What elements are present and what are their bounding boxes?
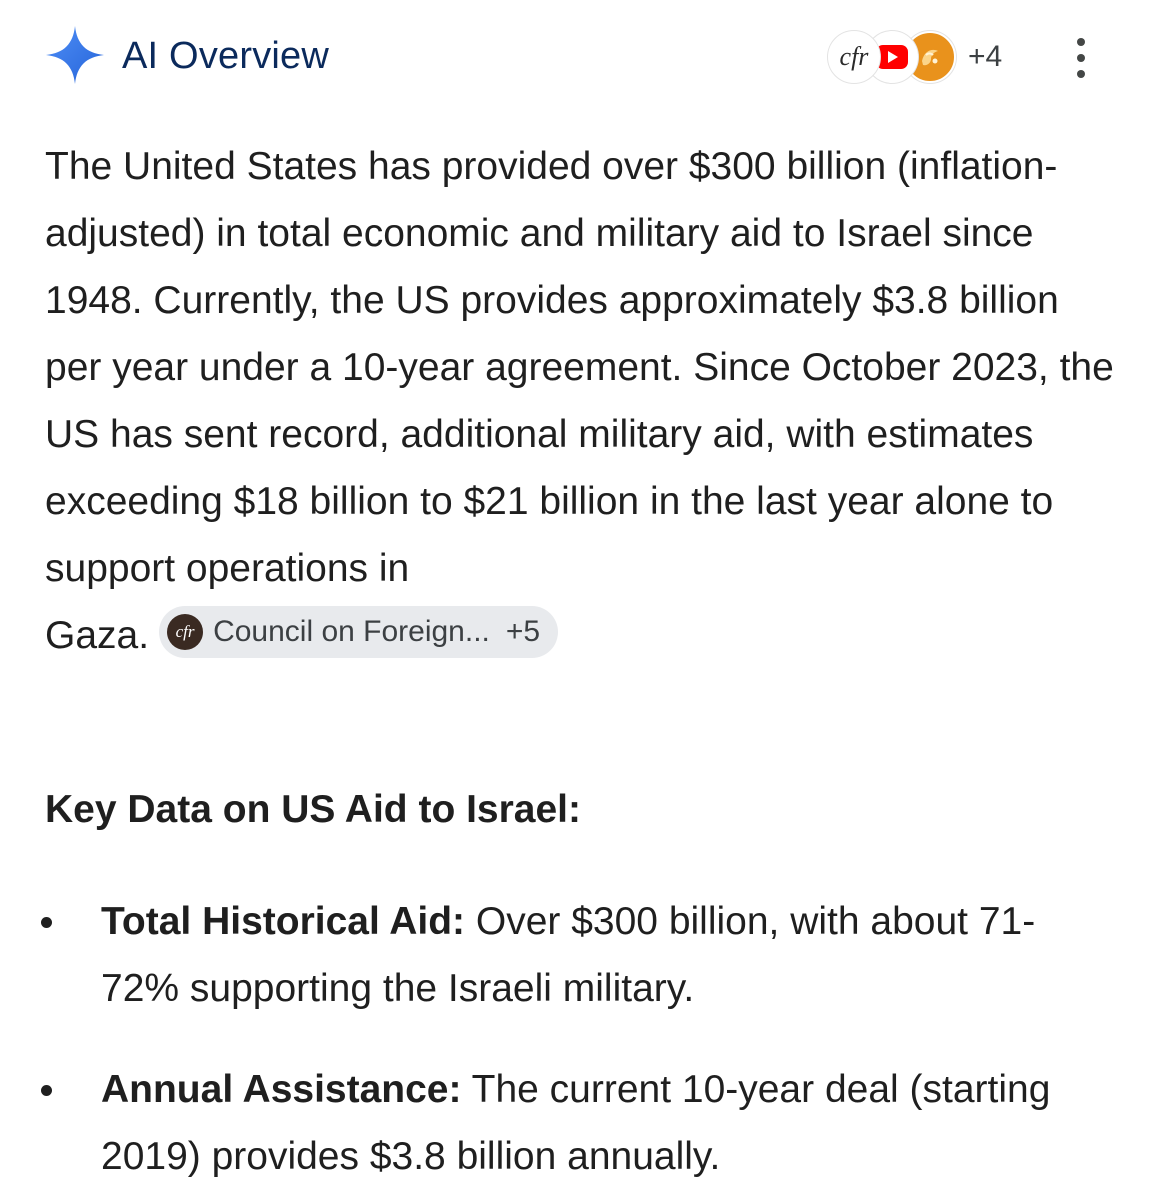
citation-chip[interactable] bbox=[159, 606, 558, 658]
cfr-logo-icon[interactable] bbox=[828, 31, 880, 83]
cfr-citation-icon: cfr bbox=[167, 614, 203, 650]
kebab-dot bbox=[1077, 54, 1085, 62]
kebab-dot bbox=[1077, 38, 1085, 46]
bullet-text: The current 10-year deal (starting 2019) provides $3.8 billion annually. bbox=[101, 1068, 1051, 1178]
cfr-logo-text: cfr bbox=[839, 42, 869, 71]
youtube-logo-svg bbox=[875, 44, 909, 70]
more-vert-icon[interactable] bbox=[1066, 38, 1096, 78]
citation-more-count: +5 bbox=[505, 614, 541, 648]
summary-text-end: Gaza. bbox=[45, 614, 150, 657]
bullet-dot bbox=[41, 917, 52, 928]
ai-overview-header bbox=[0, 0, 1151, 110]
bullet-label: Total Historical Aid: bbox=[101, 900, 466, 943]
key-data-list bbox=[0, 888, 1151, 1190]
citation-label: Council on Foreign... bbox=[213, 614, 490, 648]
list-item bbox=[0, 888, 1111, 1022]
source-favicons[interactable] bbox=[828, 30, 1002, 84]
summary-text: The United States has provided over $300 billion (inflation-adjusted) in total economic and military aid to Israel since 1948. Currently, the US provides approximately $3.8 billion per year under a 10-year agreement. Since October 2023, the US has sent record, additional military aid, with estimates exceeding $18 billion to $21 billion in the last year alone to support operations in bbox=[45, 145, 1114, 590]
bullet-label: Annual Assistance: bbox=[101, 1068, 462, 1111]
bullet-text: Over $300 billion, with about 71-72% supporting the Israeli military. bbox=[101, 900, 1036, 1010]
kebab-dot bbox=[1077, 70, 1085, 78]
overview-summary bbox=[45, 133, 1125, 669]
key-data-heading: Key Data on US Aid to Israel: bbox=[45, 788, 582, 831]
ai-overview-title: AI Overview bbox=[122, 35, 330, 77]
list-item bbox=[0, 1056, 1111, 1190]
sources-more-count[interactable]: +4 bbox=[968, 40, 1003, 73]
gemini-sparkle-icon bbox=[44, 24, 106, 86]
bullet-dot bbox=[41, 1085, 52, 1096]
